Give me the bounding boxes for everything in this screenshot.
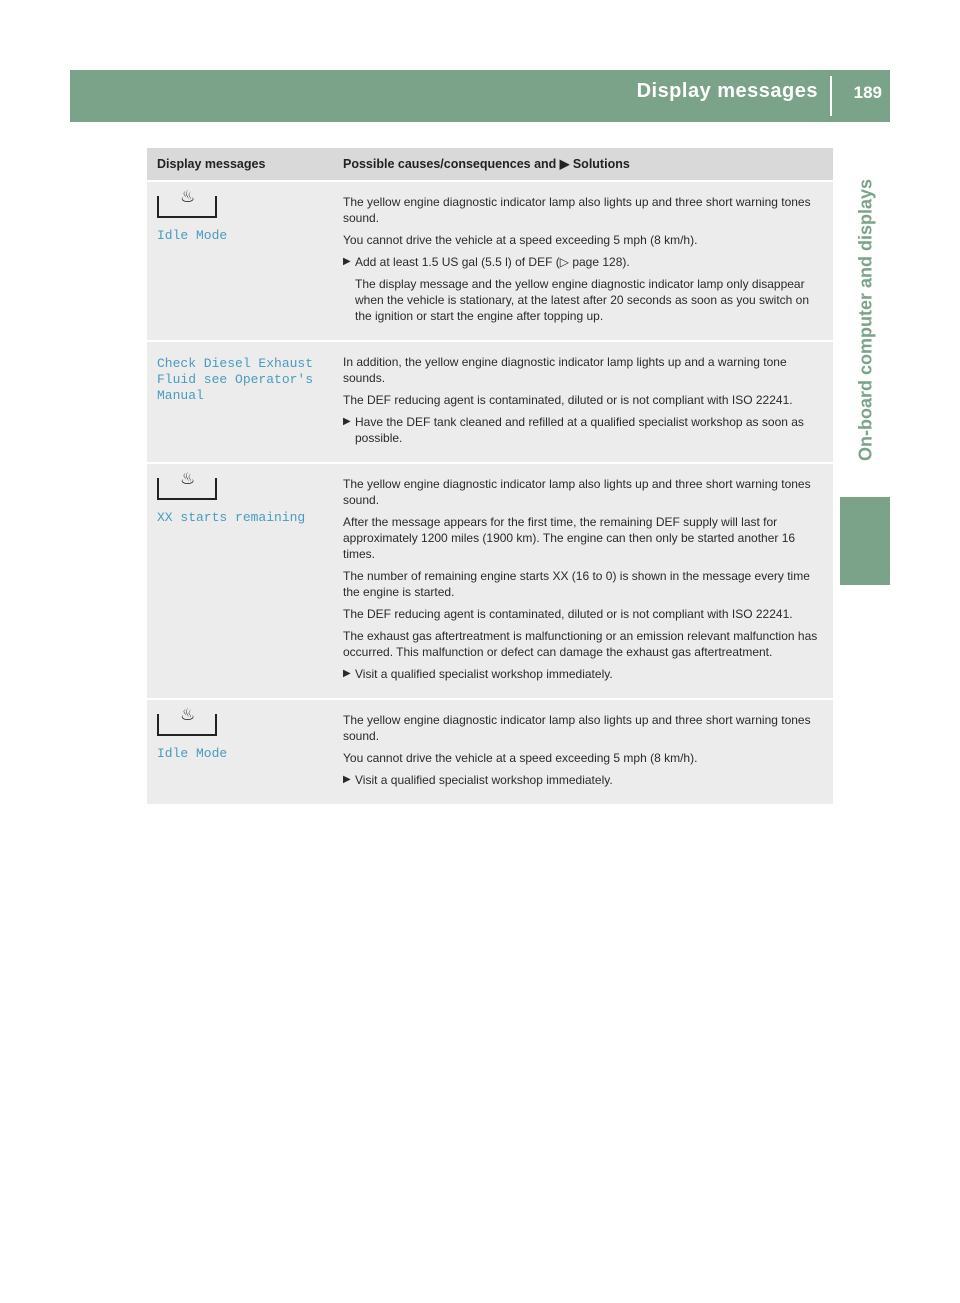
def-tank-icon: ♨ bbox=[157, 714, 217, 736]
page-header bbox=[70, 70, 890, 122]
side-tab-label: On-board computer and displays bbox=[855, 178, 876, 462]
display-message: Idle Mode bbox=[157, 746, 228, 761]
causes-cell bbox=[333, 182, 833, 340]
page-number: 189 bbox=[853, 83, 882, 102]
column-header-causes: Possible causes/consequences and ▶ Solutions bbox=[343, 157, 630, 171]
message-cell bbox=[147, 182, 333, 340]
display-message: XX starts remaining bbox=[157, 510, 306, 525]
causes-cell bbox=[333, 700, 833, 804]
cause-text: In addition, the yellow engine diagnostic indicator lamp lights up and a warning tone sounds. bbox=[343, 355, 787, 385]
cause-text: After the message appears for the first time, the remaining DEF supply will last for approximately 1200 miles (1900 km). The engine can then only be started another 16 times. bbox=[343, 515, 796, 561]
action-text: Visit a qualified specialist workshop immediately. bbox=[355, 773, 613, 787]
display-message: Check Diesel Exhaust Fluid see Operator's Manual bbox=[157, 356, 314, 403]
action-item bbox=[343, 414, 823, 446]
table-row bbox=[147, 180, 833, 340]
action-text: Add at least 1.5 US gal (5.5 l) of DEF (▷ page 128). bbox=[355, 255, 630, 269]
column-header-messages: Display messages bbox=[157, 157, 266, 171]
arrow-icon: ▶ bbox=[343, 774, 351, 785]
message-cell bbox=[147, 342, 333, 462]
message-cell bbox=[147, 464, 333, 698]
table-row bbox=[147, 340, 833, 462]
arrow-icon: ▶ bbox=[343, 416, 351, 427]
action-text: Visit a qualified specialist workshop immediately. bbox=[355, 667, 613, 681]
cause-text: The DEF reducing agent is contaminated, diluted or is not compliant with ISO 22241. bbox=[343, 393, 793, 407]
header-divider bbox=[830, 76, 832, 116]
display-message: Idle Mode bbox=[157, 228, 228, 243]
arrow-icon: ▶ bbox=[343, 668, 351, 679]
action-item bbox=[343, 254, 823, 270]
cause-text: The number of remaining engine starts XX (16 to 0) is shown in the message every time the engine is started. bbox=[343, 569, 810, 599]
table-row bbox=[147, 462, 833, 698]
action-item bbox=[343, 666, 823, 682]
table-row bbox=[147, 698, 833, 804]
def-tank-icon: ♨ bbox=[157, 478, 217, 500]
cause-text: You cannot drive the vehicle at a speed exceeding 5 mph (8 km/h). bbox=[343, 233, 698, 247]
section-title: Display messages bbox=[636, 80, 818, 102]
cause-text: The yellow engine diagnostic indicator lamp also lights up and three short warning tones sound. bbox=[343, 477, 811, 507]
cause-text: You cannot drive the vehicle at a speed exceeding 5 mph (8 km/h). bbox=[343, 751, 698, 765]
action-item bbox=[343, 276, 823, 324]
cause-text: The yellow engine diagnostic indicator lamp also lights up and three short warning tones sound. bbox=[343, 195, 811, 225]
causes-cell bbox=[333, 464, 833, 698]
action-item bbox=[343, 772, 823, 788]
side-tab-marker bbox=[840, 497, 890, 585]
message-cell bbox=[147, 700, 333, 804]
cause-text: The DEF reducing agent is contaminated, diluted or is not compliant with ISO 22241. bbox=[343, 607, 793, 621]
def-tank-icon: ♨ bbox=[157, 196, 217, 218]
cause-text: The yellow engine diagnostic indicator lamp also lights up and three short warning tones sound. bbox=[343, 713, 811, 743]
action-text: Have the DEF tank cleaned and refilled at a qualified specialist workshop as soon as possible. bbox=[355, 415, 804, 445]
display-messages-table bbox=[147, 148, 833, 804]
cause-text: The exhaust gas aftertreatment is malfunctioning or an emission relevant malfunction has occurred. This malfunction or defect can damage the exhaust gas aftertreatment. bbox=[343, 629, 818, 659]
causes-cell bbox=[333, 342, 833, 462]
action-text: The display message and the yellow engine diagnostic indicator lamp only disappear when the vehicle is stationary, at the latest after 20 seconds as soon as you switch on the ignition or start the engine after topping up. bbox=[355, 277, 810, 323]
arrow-icon: ▶ bbox=[343, 256, 351, 267]
table-header bbox=[147, 148, 833, 180]
